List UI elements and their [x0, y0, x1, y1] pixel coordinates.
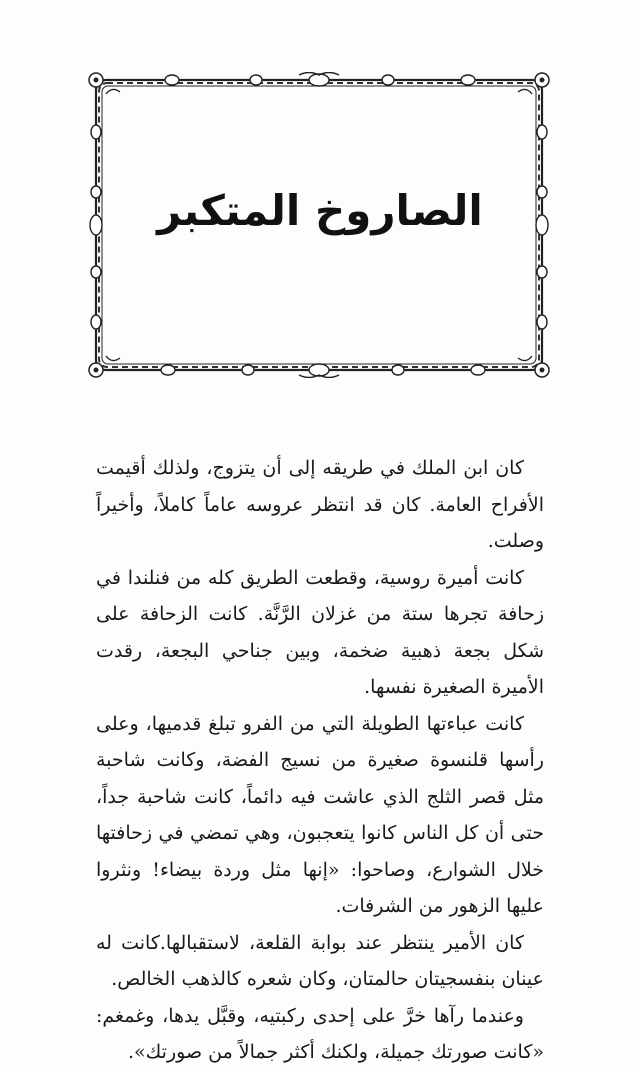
page-title: الصاروخ المتكبر [157, 186, 483, 235]
story-text [96, 450, 544, 1071]
paragraph: وعندما رآها خرَّ على إحدى ركبتيه، وقبَّل يدها، وغمغم: «كانت صورتك جميلة، ولكنك أكثر جمالاً من صورتك». [96, 1004, 544, 1063]
paragraph: كانت عباءتها الطويلة التي من الفرو تبلغ قدميها، وعلى رأسها قلنسوة صغيرة من نسيج الفضة، وكانت شاحبة مثل قصر الثلج الذي عاشت فيه دائماً، كانت شاحبة جداً، حتى أن كل الناس كانوا يتعجبون، وهي تمضي في زحافتها خلال الشوارع، وصاحوا: «إنها مثل وردة بيضاء! ونثروا عليها الزهور من الشرفات. [96, 712, 544, 917]
paragraph: كان الأمير ينتظر عند بوابة القلعة، لاستقبالها.كانت له عينان بنفسجيتان حالمتان، وكان شعره كالذهب الخالص. [96, 931, 544, 990]
paragraph: كانت أميرة روسية، وقطعت الطريق كله من فنلندا في زحافة تجرها ستة من غزلان الرَّنَّة. كانت الزحافة على شكل بجعة ذهبية ضخمة، وبين جناحي البجعة، رقدت الأميرة الصغيرة نفسها. [96, 566, 544, 698]
paragraph: كان ابن الملك في طريقه إلى أن يتزوج، ولذلك أقيمت الأفراح العامة. كان قد انتظر عروسه عاماً كاملاً، وأخيراً وصلت. [96, 457, 544, 552]
